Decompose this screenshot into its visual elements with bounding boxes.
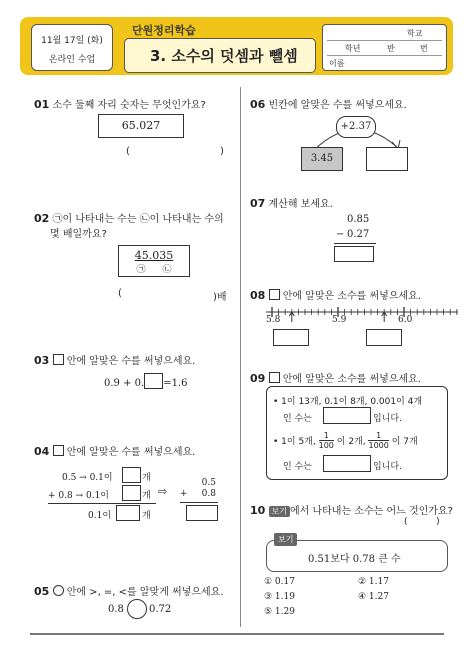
q6-answer-box[interactable] bbox=[366, 147, 408, 171]
q10-text: 에서 나타내는 소수는 어느 것인가요? bbox=[289, 506, 453, 517]
q8-answer-box-1[interactable] bbox=[273, 329, 309, 346]
q4-vertical bbox=[180, 478, 216, 500]
q1-value: 65.027 bbox=[121, 119, 161, 132]
q8-tick-label-1: 5.8 bbox=[266, 315, 281, 325]
q3-answer-box[interactable] bbox=[144, 373, 163, 389]
q4-row3-unit: 개 bbox=[142, 511, 151, 521]
info-box bbox=[322, 24, 447, 71]
q4-v-line bbox=[180, 502, 218, 503]
q10-paren: ( ) bbox=[404, 517, 440, 527]
info-school: 학교 bbox=[407, 29, 423, 38]
q4-v-op: + bbox=[180, 489, 188, 499]
q8-tick-label-2: 5.9 bbox=[332, 315, 347, 325]
q4-v-answer-box[interactable] bbox=[186, 505, 218, 521]
q9-frac1-den: 100 bbox=[318, 441, 334, 450]
q8-tick-label-3: 6.0 bbox=[398, 315, 413, 325]
q9-b2-line1-c: 이 7개 bbox=[391, 437, 418, 447]
q9-fraction-1 bbox=[319, 431, 334, 450]
q5-number: 05 bbox=[34, 585, 50, 598]
section-label: 단원정리학습 bbox=[132, 24, 196, 37]
q9-answer-box-1[interactable] bbox=[323, 407, 371, 424]
q7-op: − bbox=[336, 229, 345, 240]
q6-operator: +2.37 bbox=[340, 121, 372, 132]
q4-sum-line bbox=[48, 503, 156, 504]
q10-choice-2[interactable]: ② 1.17 bbox=[358, 577, 389, 587]
blank-circle-icon bbox=[53, 585, 64, 596]
q4-arrow-icon: ⇨ bbox=[158, 485, 168, 498]
q10-box-label: 보기 bbox=[274, 533, 297, 546]
q2-paren-close: )배 bbox=[213, 292, 227, 303]
q2-text-line1: ㉠이 나타내는 수는 ㉡이 나타내는 수의 bbox=[52, 214, 224, 225]
q8-answer-box-2[interactable] bbox=[366, 329, 402, 346]
q8-text: 안에 알맞은 소수를 써넣으세요. bbox=[282, 291, 421, 302]
q10-choice-5[interactable]: ⑤ 1.29 bbox=[264, 607, 295, 617]
blank-square-icon bbox=[53, 445, 64, 456]
mode-text: 온라인 수업 bbox=[48, 55, 96, 65]
q9-b1-line1: • 1이 13개, 0.1이 8개, 0.001이 4개 bbox=[273, 397, 423, 407]
column-divider bbox=[240, 87, 241, 627]
q2-text-line2: 몇 배일까요? bbox=[50, 229, 107, 240]
q9-frac2-num: 1 bbox=[368, 431, 388, 441]
q4 bbox=[34, 443, 239, 458]
q3 bbox=[34, 352, 239, 367]
q7-text: 계산해 보세요. bbox=[268, 199, 333, 210]
q4-v-top: 0.5 bbox=[201, 478, 216, 488]
q9-frac1-num: 1 bbox=[319, 431, 334, 441]
q7-top: 0.85 bbox=[347, 214, 370, 225]
q5 bbox=[34, 583, 239, 598]
q7-bottom: 0.27 bbox=[347, 229, 370, 240]
q4-text: 안에 알맞은 수를 써넣으세요. bbox=[66, 447, 196, 458]
q9-b2-line2-b: 입니다. bbox=[373, 462, 402, 472]
q7-answer-box[interactable] bbox=[334, 246, 374, 262]
q9-b2-line1-a: • 1이 5개, bbox=[273, 437, 316, 447]
q5-text: 안에 >, =, <를 알맞게 써넣으세요. bbox=[66, 587, 224, 598]
q3-expression bbox=[104, 373, 187, 389]
blank-square-icon bbox=[269, 372, 280, 383]
q10-choice-3[interactable]: ③ 1.19 bbox=[264, 592, 295, 602]
bottom-rule bbox=[30, 633, 444, 635]
q10-tag: 보기 bbox=[269, 506, 290, 517]
q4-row2-label: + 0.8 → 0.1이 bbox=[48, 491, 109, 501]
q3-expr-right: =1.6 bbox=[163, 378, 188, 389]
page-title: 3. 소수의 덧셈과 뺄셈 bbox=[150, 47, 298, 65]
q8-number-line bbox=[262, 302, 462, 326]
q10-number: 10 bbox=[250, 504, 266, 517]
q3-text: 안에 알맞은 수를 써넣으세요. bbox=[66, 356, 196, 367]
q6-text: 빈칸에 알맞은 수를 써넣으세요. bbox=[268, 100, 407, 111]
q6 bbox=[250, 96, 455, 111]
q9-b1-line2-b: 입니다. bbox=[373, 414, 402, 424]
q6-start-box bbox=[301, 147, 343, 171]
info-divider-2 bbox=[327, 55, 442, 56]
q1-paren-close: ) bbox=[220, 146, 224, 157]
q5-left: 0.8 bbox=[108, 604, 124, 615]
info-divider-1 bbox=[327, 40, 442, 41]
q2-paren-open: ( bbox=[118, 288, 122, 299]
q8 bbox=[250, 287, 455, 302]
q4-row3-label: 0.1이 bbox=[88, 511, 112, 521]
q4-row1-unit: 개 bbox=[142, 473, 151, 483]
q1 bbox=[34, 96, 234, 111]
answer-arrow-1-icon bbox=[289, 312, 294, 322]
q9-b2-line1 bbox=[273, 431, 418, 450]
q2-value-box bbox=[118, 245, 190, 277]
q3-number: 03 bbox=[34, 354, 50, 367]
info-name: 이름 bbox=[329, 59, 345, 68]
q9-text: 안에 알맞은 소수를 써넣으세요. bbox=[282, 374, 421, 385]
q9-answer-box-2[interactable] bbox=[323, 455, 371, 472]
q1-paren-open: ( bbox=[126, 146, 130, 157]
q2-value: 45.035 bbox=[134, 249, 174, 262]
q4-v-bottom: 0.8 bbox=[201, 489, 216, 499]
q4-number: 04 bbox=[34, 445, 50, 458]
q10-box-text: 0.51보다 0.78 큰 수 bbox=[308, 554, 401, 565]
q9-number: 09 bbox=[250, 372, 266, 385]
q1-value-box bbox=[98, 114, 184, 138]
q4-row2-unit: 개 bbox=[142, 491, 151, 501]
q2-mark-a: ㉠ bbox=[136, 265, 146, 275]
q9-b1-line2-a: 인 수는 bbox=[283, 414, 312, 424]
q2-mark-b: ㉡ bbox=[162, 265, 172, 275]
q7-line bbox=[334, 243, 376, 244]
q9 bbox=[250, 370, 455, 385]
date-text: 11월 17일 (화) bbox=[41, 36, 103, 46]
q4-row3-box[interactable] bbox=[116, 505, 140, 521]
q9-fraction-2 bbox=[368, 431, 388, 450]
q4-row2-box[interactable] bbox=[122, 485, 141, 501]
q2 bbox=[34, 211, 239, 242]
q9-b2-line1-b: 이 2개, bbox=[336, 437, 366, 447]
q4-row1-label: 0.5 → 0.1이 bbox=[62, 473, 113, 483]
q6-operator-box bbox=[336, 116, 376, 138]
q9-b2-line2-a: 인 수는 bbox=[283, 462, 312, 472]
q5-right: 0.72 bbox=[149, 604, 172, 615]
q8-number: 08 bbox=[250, 289, 266, 302]
date-box bbox=[31, 24, 113, 71]
q1-number: 01 bbox=[34, 98, 50, 111]
q7-number: 07 bbox=[250, 197, 266, 210]
blank-square-icon bbox=[53, 354, 64, 365]
q9-box bbox=[266, 386, 448, 480]
info-grade: 학년 bbox=[345, 44, 361, 53]
q1-text: 소수 둘째 자리 숫자는 무엇인가요? bbox=[52, 100, 206, 111]
q10-choice-1[interactable]: ① 0.17 bbox=[264, 577, 295, 587]
answer-arrow-2-icon bbox=[382, 312, 387, 322]
q10-choice-4[interactable]: ④ 1.27 bbox=[358, 592, 389, 602]
info-class: 반 bbox=[387, 44, 395, 53]
q6-start: 3.45 bbox=[310, 153, 334, 164]
q10 bbox=[250, 502, 465, 517]
q2-number: 02 bbox=[34, 212, 50, 225]
q3-expr-left: 0.9 + 0. bbox=[104, 378, 145, 389]
q4-row1-box[interactable] bbox=[122, 467, 141, 483]
q5-answer-circle[interactable] bbox=[127, 599, 147, 619]
blank-square-icon bbox=[269, 289, 280, 300]
q7 bbox=[250, 195, 455, 210]
q6-number: 06 bbox=[250, 98, 266, 111]
q9-frac2-den: 1000 bbox=[368, 441, 389, 450]
info-number: 번 bbox=[420, 44, 428, 53]
